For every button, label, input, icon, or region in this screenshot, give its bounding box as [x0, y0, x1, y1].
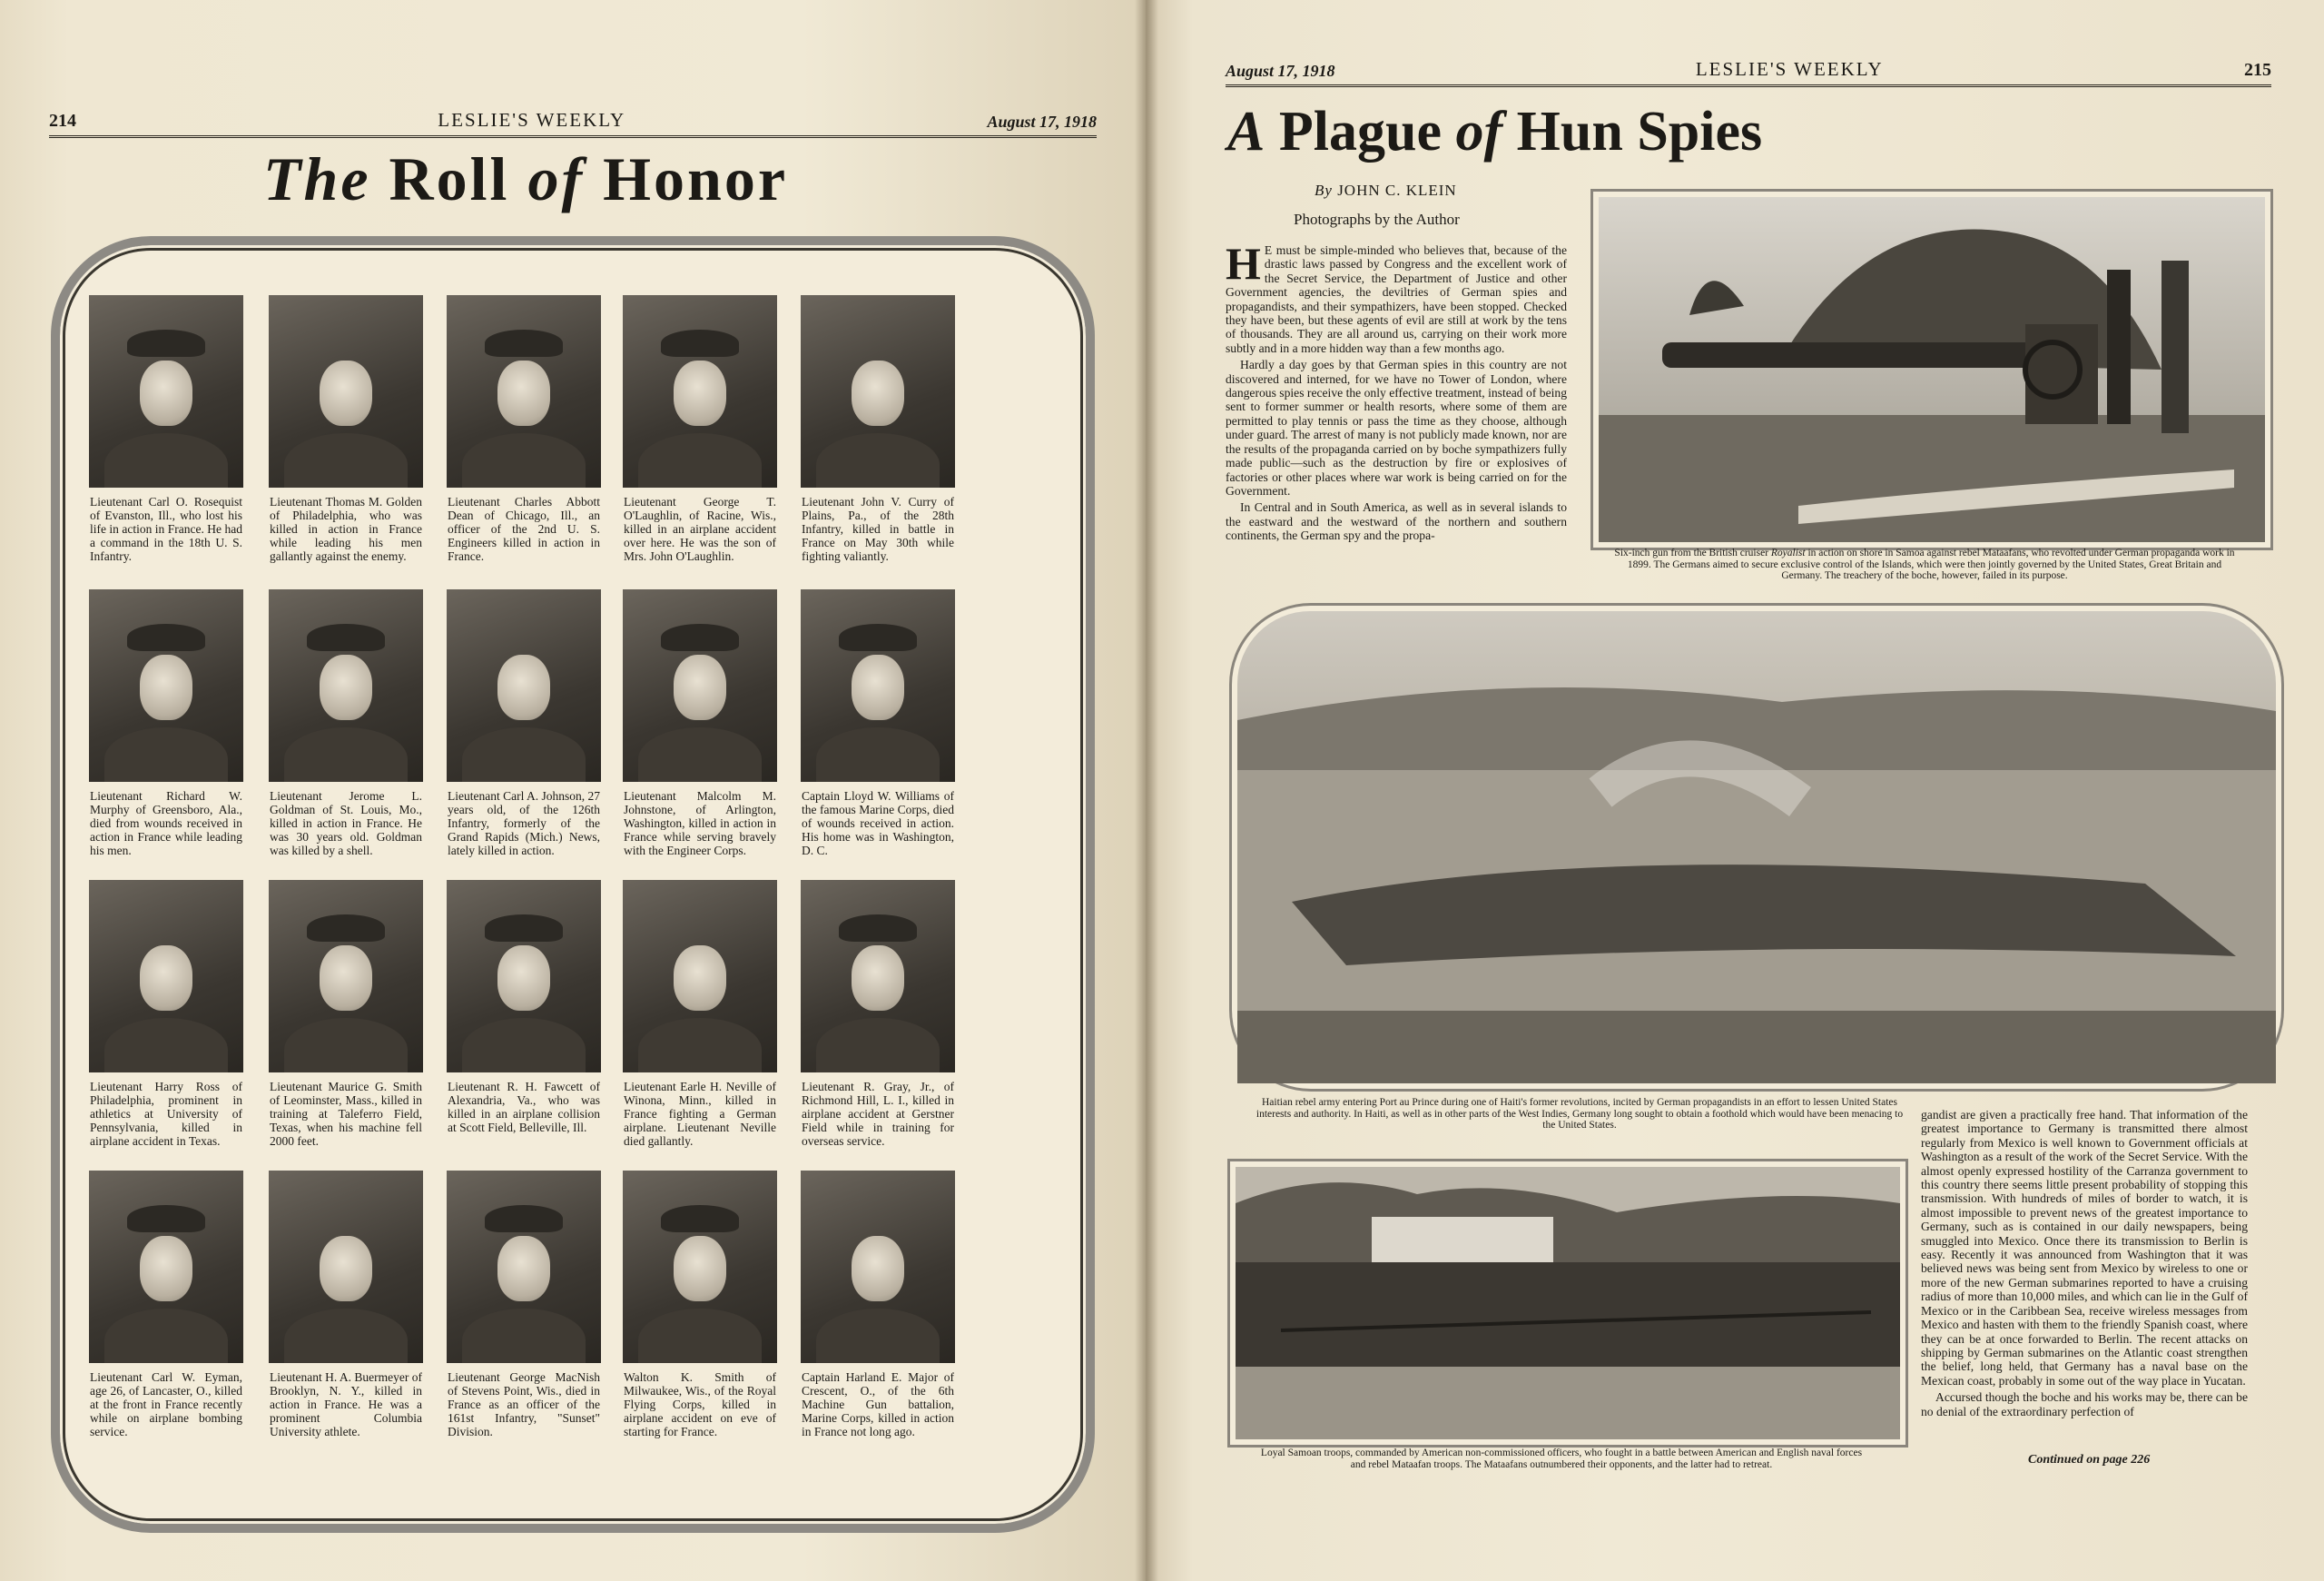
honoree-portrait [801, 1171, 955, 1363]
honoree-portrait [623, 880, 777, 1072]
honoree-card [80, 589, 252, 857]
honoree-caption: Lieutenant John V. Curry of Plains, Pa., of the 28th Infantry, killed in battle in France on May 30th while fighting valiantly. [802, 495, 954, 563]
title-honor: Honor [603, 144, 789, 213]
honoree-portrait [623, 1171, 777, 1363]
article-column-2 [1921, 1108, 2248, 1421]
left-masthead: LESLIE'S WEEKLY [438, 109, 626, 131]
honoree-card [792, 880, 964, 1148]
right-page-number: 215 [2244, 60, 2271, 80]
honoree-card [438, 295, 610, 563]
honoree-caption: Lieutenant George MacNish of Stevens Point, Wis., died in France as an officer of the 161st Infantry, "Sunset" Division. [448, 1370, 600, 1438]
honoree-card [614, 589, 786, 857]
honoree-caption: Lieutenant Carl O. Rosequist of Evanston, Ill., who lost his life in action in France. He had a command in the 18th U. S. Infantry. [90, 495, 242, 563]
honoree-card [80, 295, 252, 563]
gun-caption-post: in action on shore in Samoa against rebel Mataafans, who revolted under German propaganda work in 1899. The Germans aimed to secure exclusive control of the Islands, which were then jointly governed by the United States, Great Britain and Germany. The treachery of the boche, however, failed in its purpose. [1627, 548, 2235, 581]
title-of-right: of [1455, 101, 1503, 163]
honoree-portrait [89, 295, 243, 488]
honoree-portrait [447, 1171, 601, 1363]
title-of: of [527, 144, 586, 213]
title-roll: Roll [389, 144, 510, 213]
paragraph-4: gandist are given a practically free hand. That information of the greatest importance to Germany is transmitted there almost regularly from Mexico is well known to Government officials at Washington as a result of the work of the Secret Service. With the almost openly expressed hostility of the Carranza government to this country there seems little present probability of stopping this transmission. With hundreds of miles of border to watch, it is almost impossible to prevent news of the greatest importance to Germany, such as is contained in our daily newspapers, being smuggled into Mexico. Once there its transmission to Berlin is easy. Recently it was announced from Washington that it was believed news was being sent from Mexico by wireless to one or more of the new German submarines reported to have a cruising radius of more than 10,000 miles, and which can lie in the Gulf of Mexico or in the Caribbean Sea, receive wireless messages from Mexico and hasten with them to the friendly Spanish coast, where they can be at once forwarded to Berlin. The recent attacks on shipping by German submarines on the Atlantic coast strengthen the belief, long held, that Germany has a naval base on the Mexican coast, probably in some out of the way place in Yucatan. [1921, 1108, 2248, 1388]
honoree-portrait [89, 589, 243, 782]
honoree-card [792, 589, 964, 857]
honoree-caption: Lieutenant George T. O'Laughlin, of Racine, Wis., killed in an airplane accident over here. He was the son of Mrs. John O'Laughlin. [624, 495, 776, 563]
honoree-card [438, 880, 610, 1134]
article-column-1 [1226, 238, 1567, 546]
honoree-caption: Walton K. Smith of Milwaukee, Wis., of the Royal Flying Corps, killed in airplane accident on eve of starting for France. [624, 1370, 776, 1438]
honoree-caption: Lieutenant Carl W. Eyman, age 26, of Lancaster, O., killed at the front in France recently while on airplane bombing service. [90, 1370, 242, 1438]
honoree-card [614, 1171, 786, 1438]
honoree-portrait [269, 1171, 423, 1363]
honoree-portrait [447, 295, 601, 488]
article-title [1227, 100, 1762, 164]
haiti-photo-frame [1229, 603, 2284, 1092]
honoree-caption: Lieutenant Carl A. Johnson, 27 years old, of the 126th Infantry, formerly of the Grand Rapids (Mich.) News, lately killed in action. [448, 789, 600, 857]
gun-photo-caption [1607, 548, 2242, 582]
right-running-head [1226, 58, 2271, 87]
honoree-portrait [447, 589, 601, 782]
paragraph-3: In Central and in South America, as well as in several islands to the eastward and the westward of the northern and southern continents, the German spy and the propa- [1226, 500, 1567, 543]
honor-roll-grid [80, 295, 1015, 1476]
honoree-portrait [269, 880, 423, 1072]
left-date: August 17, 1918 [987, 113, 1097, 131]
samoa-photo-caption: Loyal Samoan troops, commanded by American non-commissioned officers, who fought in a battle between American and English naval forces and rebel Mataafan troops. The Mataafans outnumbered their opponents, and the latter had to retreat. [1260, 1448, 1863, 1470]
honoree-card [260, 1171, 432, 1438]
honoree-card [260, 295, 432, 563]
paragraph-2: Hardly a day goes by that German spies in this country are not discovered and interned, for we have no Tower of London, where dangerous spies receive the only effective treatment, instead of being sent to former summer or health resorts, where some of them are permitted to play tennis or pass the time as they choose, although under guard. The arrest of many is not publicly made known, nor are the results of the propaganda carried on by boche sympathizers fully made public—such as the destruction by fire or explosives of factories or other places where war work is being carried on for the Government. [1226, 358, 1567, 498]
title-the: The [263, 144, 371, 213]
honoree-card [614, 880, 786, 1148]
title-a: A [1227, 101, 1265, 163]
honoree-card [80, 1171, 252, 1438]
honoree-portrait [89, 880, 243, 1072]
honoree-portrait [269, 589, 423, 782]
honoree-caption: Lieutenant R. Gray, Jr., of Richmond Hill, L. I., killed in airplane accident at Gerstner Field while in training for overseas service. [802, 1080, 954, 1148]
samoa-gun-photo [1599, 197, 2265, 542]
page-gutter [1135, 0, 1158, 1581]
honoree-portrait [623, 589, 777, 782]
honoree-caption: Lieutenant Richard W. Murphy of Greensboro, Ala., died from wounds received in action in France while leading his men. [90, 789, 242, 857]
honoree-caption: Lieutenant H. A. Buermeyer of Brooklyn, N. Y., killed in action in France. He was a prominent Columbia University athlete. [270, 1370, 422, 1438]
honoree-caption: Lieutenant Thomas M. Golden of Philadelphia, who was killed in action in France while leading his men gallantly against the enemy. [270, 495, 422, 563]
honoree-caption: Lieutenant R. H. Fawcett of Alexandria, Va., who was killed in an airplane collision at Scott Field, Belleville, Ill. [448, 1080, 600, 1134]
honoree-caption: Captain Lloyd W. Williams of the famous Marine Corps, died of wounds received in action. His home was in Washington, D. C. [802, 789, 954, 857]
honoree-caption: Lieutenant Harry Ross of Philadelphia, prominent in athletics at University of Pennsylvania, killed in airplane accident in Texas. [90, 1080, 242, 1148]
paragraph-5: Accursed though the boche and his works may be, there can be no denial of the extraordinary perfection of [1921, 1390, 2248, 1418]
left-page-number: 214 [49, 111, 76, 131]
photo-credit: Photographs by the Author [1294, 211, 1460, 228]
roll-of-honor-title [263, 143, 788, 215]
haiti-rebel-army-photo [1237, 611, 2276, 1083]
title-hun-spies: Hun Spies [1516, 101, 1763, 163]
honoree-portrait [623, 295, 777, 488]
honoree-portrait [447, 880, 601, 1072]
samoa-troops-photo-frame [1227, 1159, 1908, 1448]
honoree-card [792, 1171, 964, 1438]
paragraph-1 [1226, 238, 1567, 355]
honoree-portrait [801, 880, 955, 1072]
samoan-troops-photo [1236, 1167, 1900, 1439]
honoree-card [792, 295, 964, 563]
honoree-caption: Lieutenant Earle H. Neville of Winona, Minn., killed in France fighting a German airplane. Lieutenant Neville died gallantly. [624, 1080, 776, 1148]
drop-cap: H [1226, 238, 1261, 289]
title-plague: Plague [1278, 101, 1442, 163]
honoree-caption: Lieutenant Jerome L. Goldman of St. Louis, Mo., killed in action in France. He was 30 years old. Goldman was killed by a shell. [270, 789, 422, 857]
honoree-portrait [801, 589, 955, 782]
right-date: August 17, 1918 [1226, 62, 1335, 80]
gun-photo-frame [1590, 189, 2273, 550]
honoree-caption: Lieutenant Charles Abbott Dean of Chicago, Ill., an officer of the 2nd U. S. Engineers killed in action in France. [448, 495, 600, 563]
honoree-card [438, 589, 610, 857]
right-masthead: LESLIE'S WEEKLY [1695, 58, 1884, 80]
haiti-photo-caption: Haitian rebel army entering Port au Prince during one of Haiti's former revolutions, incited by German propagandists in an effort to lessen United States interests and authority. In Haiti, as well as in other parts of the West Indies, Germany long sought to obtain a foothold which would have been menacing to the United States. [1256, 1097, 1904, 1131]
honoree-card [438, 1171, 610, 1438]
honoree-caption: Lieutenant Maurice G. Smith of Leominster, Mass., killed in training at Taleferro Field, Texas, when his machine fell 2000 feet. [270, 1080, 422, 1148]
gun-caption-pre: Six-inch gun from the British cruiser [1614, 548, 1769, 558]
honoree-caption: Captain Harland E. Major of Crescent, O., of the 6th Machine Gun battalion, Marine Corps, killed in action in France not long ago. [802, 1370, 954, 1438]
continued-notice: Continued on page 226 [2028, 1453, 2151, 1467]
honoree-card [260, 880, 432, 1148]
byline-author: JOHN C. KLEIN [1337, 182, 1457, 199]
byline [1315, 182, 1457, 200]
honoree-caption: Lieutenant Malcolm M. Johnstone, of Arlington, Washington, killed in action in France while serving bravely with the Engineer Corps. [624, 789, 776, 857]
honoree-card [80, 880, 252, 1148]
byline-by: By [1315, 182, 1333, 199]
honoree-card [260, 589, 432, 857]
paragraph-1-text: E must be simple-minded who believes that, because of the drastic laws passed by Congress and the excellent work of the Secret Service, the Department of Justice and other Government agencies, the deviltries of German spies and propagandists, and their sympathizers, have been stopped. Checked they have been, but these agents of evil are still at work by the tens of thousands. They are all around us, carrying on their work more subtly and in a more hidden way than a few months ago. [1226, 243, 1567, 355]
honoree-portrait [801, 295, 955, 488]
honoree-portrait [269, 295, 423, 488]
honoree-card [614, 295, 786, 563]
gun-caption-ship: Royalist [1770, 548, 1806, 558]
honoree-portrait [89, 1171, 243, 1363]
left-running-head [49, 109, 1097, 138]
